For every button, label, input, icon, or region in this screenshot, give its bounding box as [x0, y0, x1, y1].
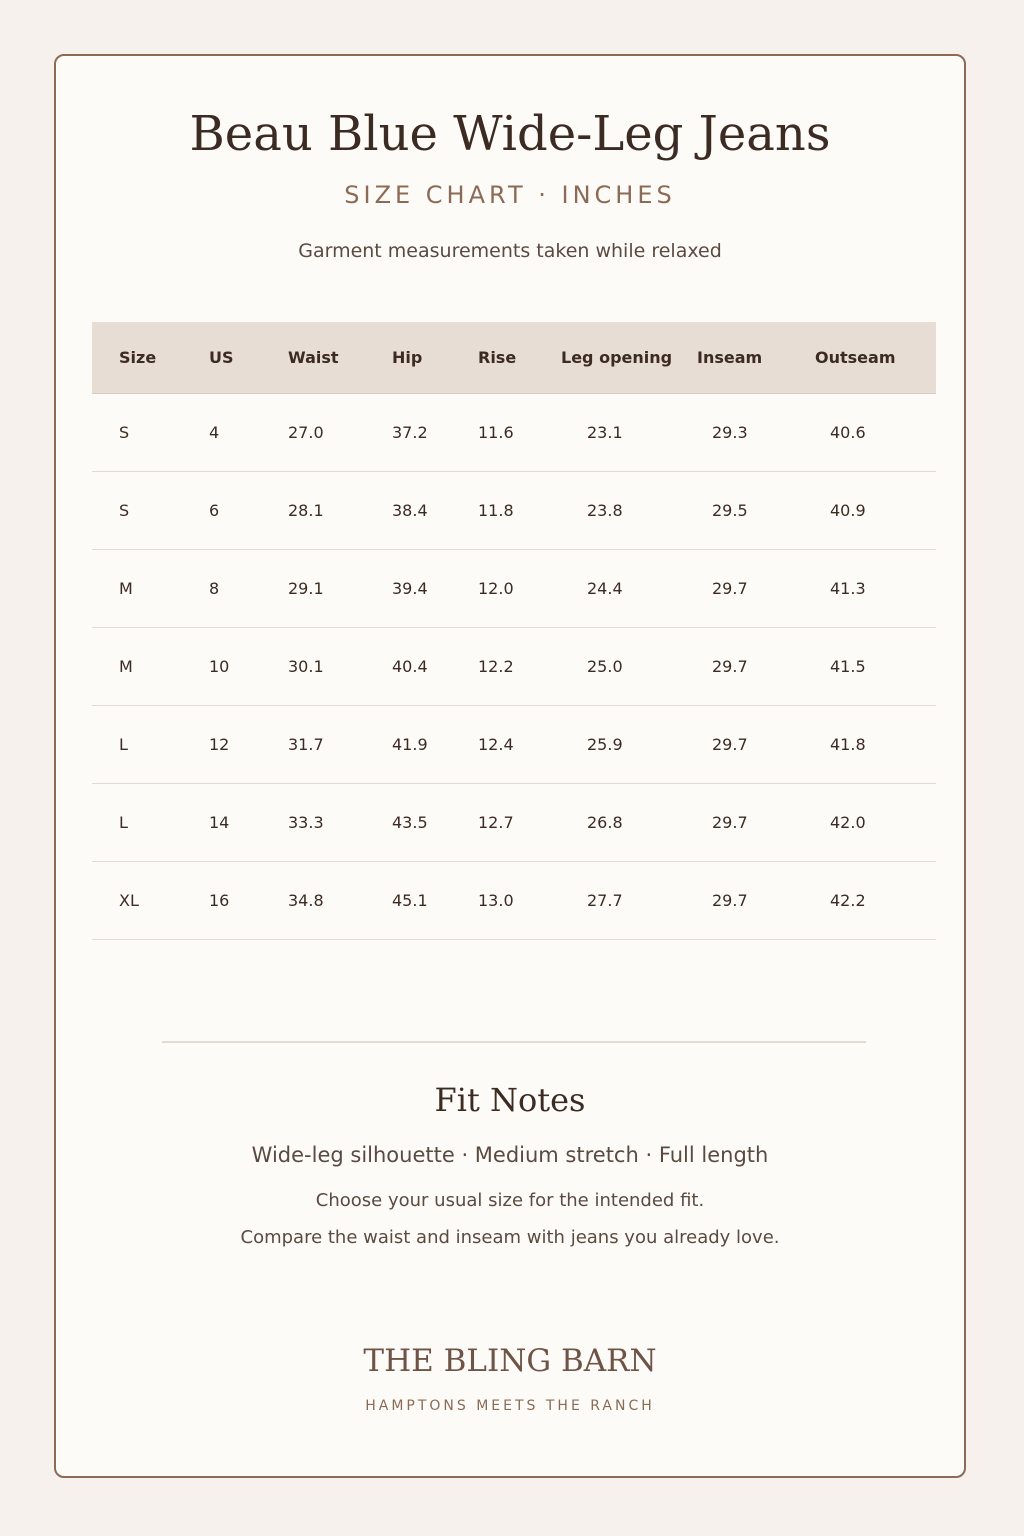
cell-inseam: 29.3 [712, 423, 748, 442]
page-title: Beau Blue Wide-Leg Jeans [189, 106, 831, 162]
cell-leg-opening: 23.1 [587, 423, 623, 442]
cell-leg-opening: 25.0 [587, 657, 623, 676]
cell-waist: 28.1 [288, 501, 324, 520]
cell-size: S [119, 423, 130, 442]
table-row [92, 394, 936, 472]
cell-inseam: 29.7 [712, 735, 748, 754]
cell-us: 10 [209, 657, 230, 676]
cell-leg-opening: 24.4 [587, 579, 623, 598]
table-row [92, 706, 936, 784]
cell-inseam: 29.7 [712, 891, 748, 910]
column-header-size: Size [119, 348, 157, 367]
cell-rise: 12.7 [478, 813, 514, 832]
cell-size: L [119, 735, 128, 754]
column-header-leg-opening: Leg opening [561, 348, 673, 367]
cell-outseam: 40.9 [830, 501, 866, 520]
cell-rise: 12.4 [478, 735, 514, 754]
cell-hip: 43.5 [392, 813, 428, 832]
cell-us: 6 [209, 501, 220, 520]
fit-notes-line: Compare the waist and inseam with jeans you already love. [240, 1227, 780, 1248]
table-row [92, 628, 936, 706]
cell-hip: 38.4 [392, 501, 428, 520]
cell-hip: 40.4 [392, 657, 428, 676]
column-header-hip: Hip [392, 348, 423, 367]
cell-inseam: 29.7 [712, 579, 748, 598]
cell-size: L [119, 813, 128, 832]
column-header-inseam: Inseam [697, 348, 763, 367]
cell-outseam: 41.5 [830, 657, 866, 676]
cell-waist: 30.1 [288, 657, 324, 676]
cell-waist: 34.8 [288, 891, 324, 910]
cell-size: XL [119, 891, 139, 910]
cell-waist: 31.7 [288, 735, 324, 754]
cell-rise: 13.0 [478, 891, 514, 910]
size-table [92, 322, 936, 940]
cell-rise: 11.6 [478, 423, 514, 442]
cell-leg-opening: 23.8 [587, 501, 623, 520]
column-header-rise: Rise [478, 348, 517, 367]
cell-hip: 45.1 [392, 891, 428, 910]
cell-inseam: 29.7 [712, 813, 748, 832]
cell-us: 16 [209, 891, 230, 910]
cell-us: 8 [209, 579, 220, 598]
cell-leg-opening: 27.7 [587, 891, 623, 910]
column-header-outseam: Outseam [815, 348, 896, 367]
cell-rise: 11.8 [478, 501, 514, 520]
page-subtitle: SIZE CHART · INCHES [344, 181, 676, 209]
cell-us: 14 [209, 813, 230, 832]
cell-size: S [119, 501, 130, 520]
table-row [92, 550, 936, 628]
table-header-row [92, 322, 936, 394]
column-header-us: US [209, 348, 234, 367]
fit-notes-title: Fit Notes [434, 1081, 586, 1119]
table-row [92, 472, 936, 550]
cell-hip: 39.4 [392, 579, 428, 598]
cell-rise: 12.0 [478, 579, 514, 598]
cell-waist: 29.1 [288, 579, 324, 598]
fit-notes-tags: Wide-leg silhouette · Medium stretch · Full length [251, 1143, 769, 1167]
cell-size: M [119, 657, 133, 676]
cell-outseam: 42.2 [830, 891, 866, 910]
table-row [92, 862, 936, 940]
cell-us: 12 [209, 735, 230, 754]
cell-size: M [119, 579, 133, 598]
measurement-note: Garment measurements taken while relaxed [298, 240, 722, 262]
cell-outseam: 41.3 [830, 579, 866, 598]
cell-inseam: 29.7 [712, 657, 748, 676]
cell-outseam: 40.6 [830, 423, 866, 442]
size-chart-card [54, 54, 966, 1478]
cell-hip: 41.9 [392, 735, 428, 754]
brand-name: THE BLING BARN [363, 1343, 657, 1379]
section-divider [162, 1041, 866, 1043]
cell-outseam: 42.0 [830, 813, 866, 832]
cell-hip: 37.2 [392, 423, 428, 442]
cell-rise: 12.2 [478, 657, 514, 676]
cell-us: 4 [209, 423, 220, 442]
cell-waist: 33.3 [288, 813, 324, 832]
table-row [92, 784, 936, 862]
fit-notes-line: Choose your usual size for the intended fit. [315, 1190, 705, 1211]
cell-leg-opening: 26.8 [587, 813, 623, 832]
cell-inseam: 29.5 [712, 501, 748, 520]
column-header-waist: Waist [288, 348, 339, 367]
cell-waist: 27.0 [288, 423, 324, 442]
brand-tagline: HAMPTONS MEETS THE RANCH [365, 1398, 655, 1414]
cell-leg-opening: 25.9 [587, 735, 623, 754]
cell-outseam: 41.8 [830, 735, 866, 754]
